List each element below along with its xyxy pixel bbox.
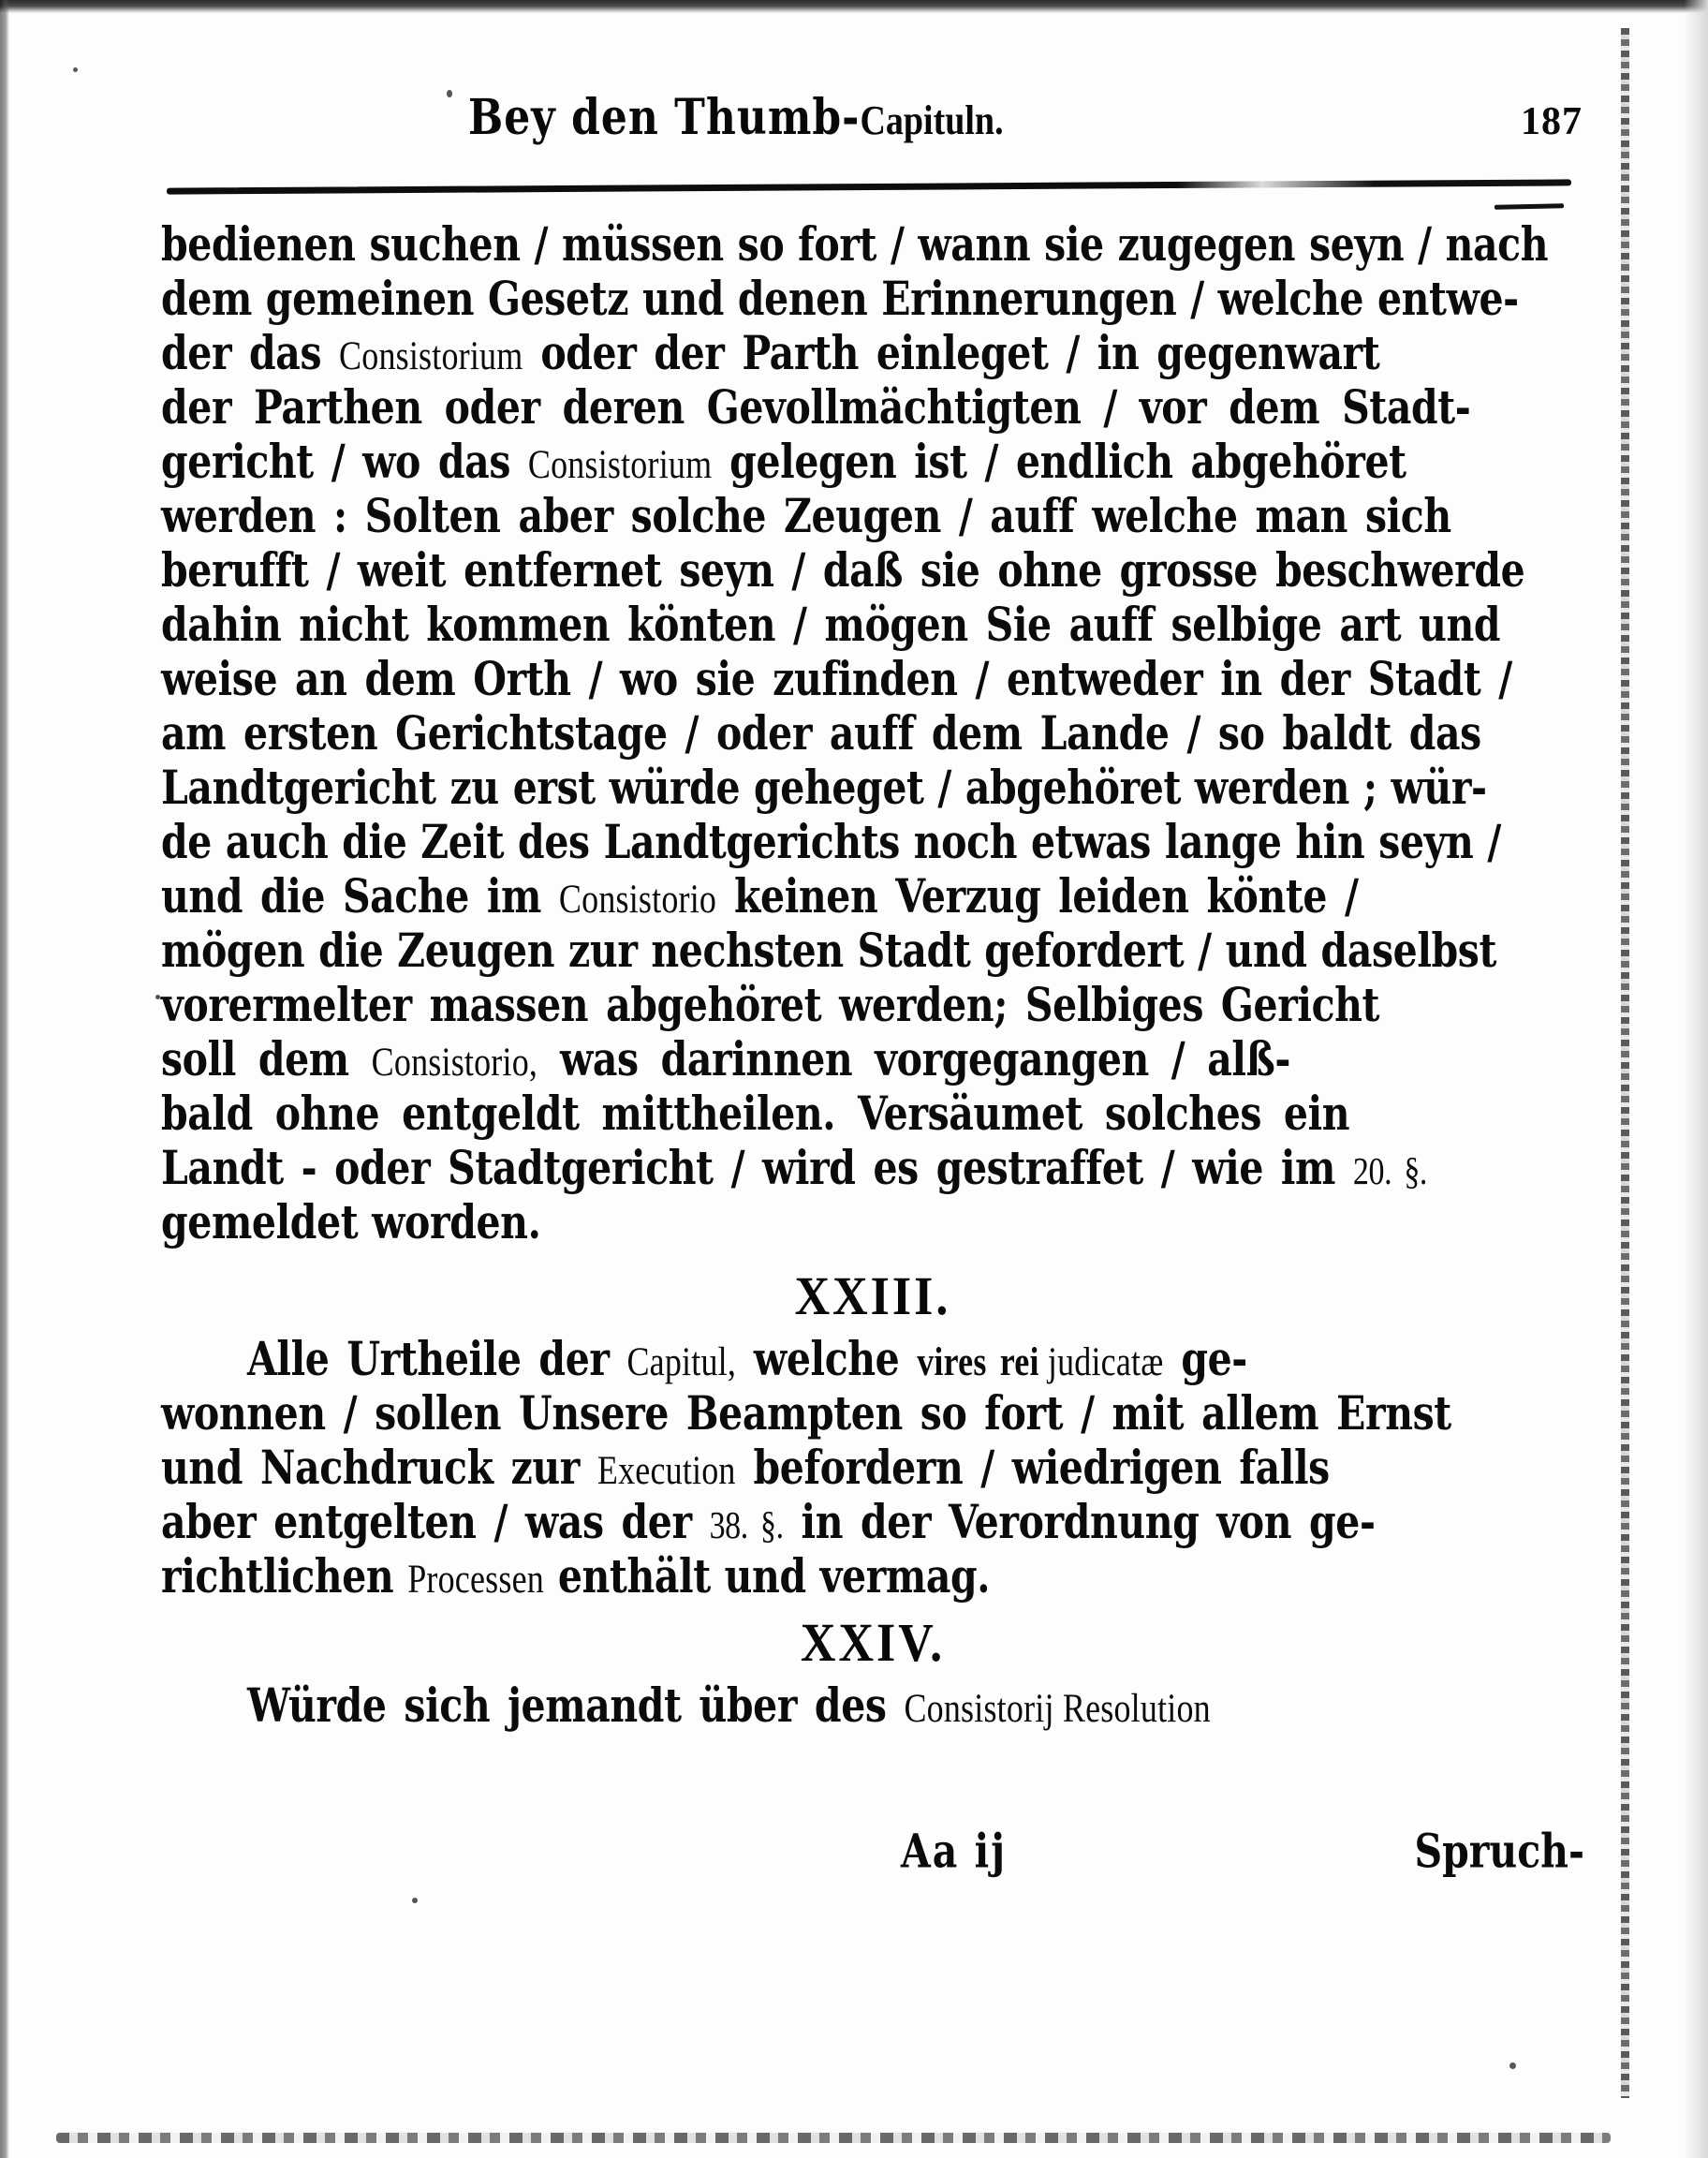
scan-edge-left bbox=[0, 0, 9, 2158]
text-line: dem gemeinen Gesetz und denen Erinnerungen / welche entwe- bbox=[161, 272, 1519, 326]
text-line: Würde sich jemandt über des Consistorij Resolution bbox=[247, 1678, 1211, 1733]
text-line: dahin nicht kommen könten / mögen Sie auff selbige art und bbox=[161, 598, 1501, 652]
text-line: wonnen / sollen Unsere Beampten so fort / mit allem Ernst bbox=[161, 1386, 1451, 1441]
latin-term: Execution bbox=[596, 1447, 736, 1493]
page-header bbox=[140, 90, 1583, 157]
scan-edge-right-binding bbox=[1621, 28, 1629, 2098]
text-line: bald ohne entgeldt mittheilen. Versäumet solches ein bbox=[161, 1086, 1350, 1141]
scan-edge-right-shadow bbox=[1684, 0, 1708, 2158]
text-line: und die Sache im Consistorio keinen Verzug leiden könte / bbox=[161, 869, 1359, 924]
text-line: bedienen suchen / müssen so fort / wann sie zugegen seyn / nach bbox=[161, 217, 1549, 272]
text-line: vorermelter massen abgehöret werden; Selbiges Gericht bbox=[161, 978, 1380, 1032]
text-line: Alle Urtheile der Capitul, welche vires rei judicatæ ge- bbox=[247, 1332, 1247, 1386]
scan-speck bbox=[155, 995, 160, 999]
scan-edge-bottom bbox=[56, 2133, 1611, 2143]
signature-mark: Aa ij bbox=[901, 1825, 1008, 1879]
section-reference: 20. §. bbox=[1352, 1151, 1428, 1193]
latin-term: Consistorio, bbox=[371, 1039, 538, 1085]
scan-speck bbox=[412, 1898, 418, 1903]
latin-term: judicatæ bbox=[1038, 1338, 1164, 1384]
section-number-xxiii: XXIII. bbox=[794, 1266, 951, 1327]
latin-term: Capitul, bbox=[626, 1338, 737, 1384]
text-line: richtlichen Processen enthält und vermag. bbox=[161, 1549, 991, 1604]
text-line: werden : Solten aber solche Zeugen / auff welche man sich bbox=[161, 489, 1451, 543]
text-line: und Nachdruck zur Execution befordern / wiedrigen falls bbox=[161, 1441, 1330, 1495]
scan-speck bbox=[73, 67, 78, 72]
text-line: am ersten Gerichtstage / oder auff dem Lande / so baldt das bbox=[161, 706, 1481, 761]
text-line: weise an dem Orth / wo sie zufinden / entweder in der Stadt / bbox=[161, 652, 1512, 706]
section-number-xxiv: XXIV. bbox=[800, 1613, 946, 1674]
text-line: Landtgericht zu erst würde geheget / abgehöret werden ; wür- bbox=[161, 761, 1487, 815]
latin-term: Processen bbox=[407, 1556, 544, 1602]
latin-term: Consistorij Resolution bbox=[904, 1685, 1211, 1731]
latin-term: Consistorium bbox=[339, 333, 523, 378]
text-line: mögen die Zeugen zur nechsten Stadt gefordert / und daselbst bbox=[161, 924, 1497, 978]
latin-term-emphasis: vires rei bbox=[917, 1338, 1039, 1384]
section-reference: 38. §. bbox=[709, 1505, 784, 1547]
body-text-block bbox=[161, 217, 1584, 1733]
running-title-roman: Capituln. bbox=[860, 97, 1004, 144]
text-line: aber entgelten / was der 38. §. in der Verordnung von ge- bbox=[161, 1495, 1376, 1549]
page-number: 187 bbox=[1521, 100, 1583, 143]
running-title-fraktur: Bey den Thumb- bbox=[468, 90, 861, 147]
text-line: gemeldet worden. bbox=[161, 1195, 541, 1249]
text-line: soll dem Consistorio, was darinnen vorgegangen / alß- bbox=[161, 1032, 1290, 1086]
scan-speck bbox=[1509, 2062, 1516, 2069]
running-title bbox=[468, 90, 1004, 146]
text-line: de auch die Zeit des Landtgerichts noch etwas lange hin seyn / bbox=[161, 815, 1501, 869]
text-line: gericht / wo das Consistorium gelegen ist / endlich abgehöret bbox=[161, 435, 1406, 489]
latin-term: Consistorio bbox=[558, 876, 717, 922]
text-line: berufft / weit entfernet seyn / daß sie ohne grosse beschwerde bbox=[161, 543, 1525, 598]
text-line: der Parthen oder deren Gevollmächtigten / vor dem Stadt- bbox=[161, 380, 1471, 435]
header-rule bbox=[167, 179, 1571, 194]
text-line: der das Consistorium oder der Parth einleget / in gegenwart bbox=[161, 326, 1380, 380]
catchword: Spruch- bbox=[1414, 1825, 1584, 1879]
header-rule-tick bbox=[1494, 203, 1564, 210]
page-footer bbox=[161, 1825, 1584, 1890]
text-line: Landt - oder Stadtgericht / wird es gestraffet / wie im 20. §. bbox=[161, 1141, 1428, 1195]
scan-edge-top bbox=[0, 0, 1708, 13]
latin-term: Consistorium bbox=[527, 441, 713, 487]
